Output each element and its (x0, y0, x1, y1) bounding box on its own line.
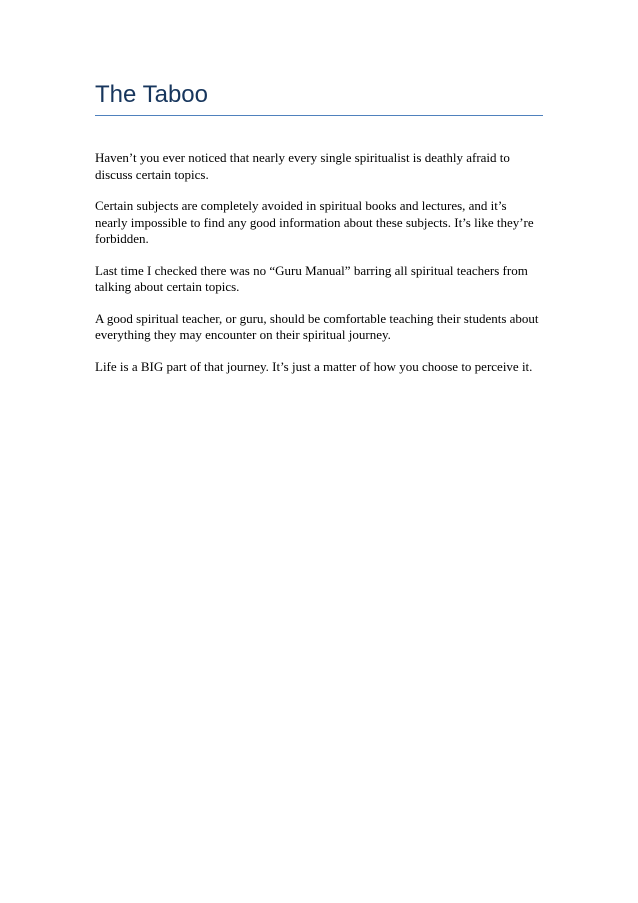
document-body (95, 150, 540, 390)
paragraph-1: Haven’t you ever noticed that nearly every single spiritualist is deathly afraid to discuss certain topics. (95, 150, 510, 182)
page-title: The Taboo (95, 81, 208, 108)
paragraph-3: Last time I checked there was no “Guru Manual” barring all spiritual teachers from talking about certain topics. (95, 262, 528, 294)
title-underline-divider (95, 115, 543, 116)
paragraph-5: Life is a BIG part of that journey. It’s just a matter of how you choose to perceive it. (95, 358, 533, 374)
paragraph-4: A good spiritual teacher, or guru, should be comfortable teaching their students about everything they may encounter on their spiritual journey. (95, 310, 539, 342)
paragraph-2: Certain subjects are completely avoided in spiritual books and lectures, and it’s nearly impossible to find any good information about these subjects. It’s like they’re forbidden. (95, 198, 534, 246)
heading-block (95, 78, 543, 116)
